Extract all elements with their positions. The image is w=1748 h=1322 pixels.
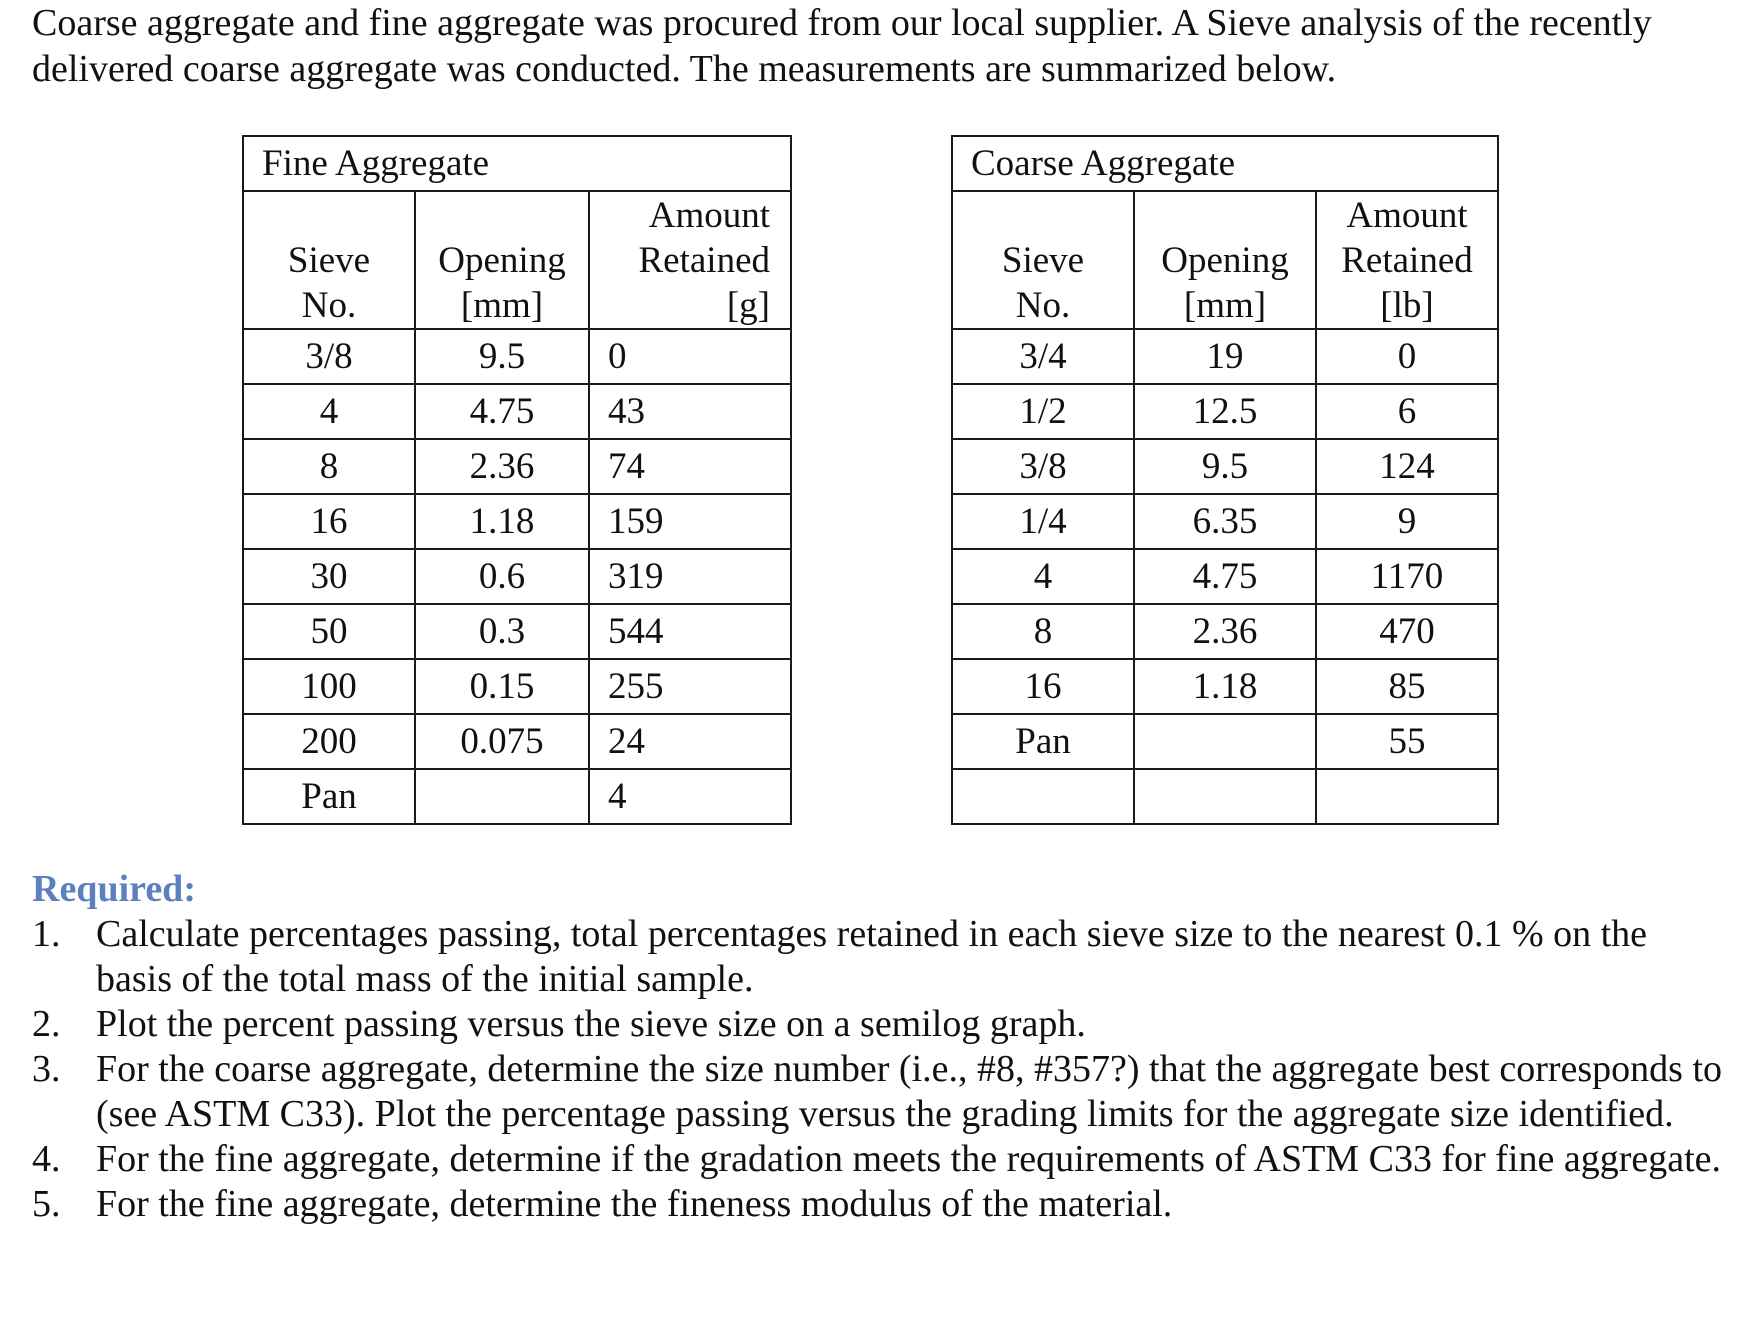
- list-item-number: 3.: [32, 1048, 61, 1090]
- fine-retained-cell: 544: [589, 604, 791, 659]
- table-row: [952, 384, 1498, 439]
- fine-opening-cell: 1.18: [415, 494, 589, 549]
- coarse-sieve-cell: 8: [952, 604, 1134, 659]
- coarse-sieve-cell: 3/4: [952, 329, 1134, 384]
- list-item: [32, 1182, 1722, 1227]
- fine-retained-cell: 0: [589, 329, 791, 384]
- coarse-sieve-cell: 1/4: [952, 494, 1134, 549]
- fine-aggregate-table: [242, 135, 792, 825]
- fine-sieve-cell: 100: [243, 659, 415, 714]
- fine-sieve-cell: 30: [243, 549, 415, 604]
- coarse-table-title: Coarse Aggregate: [952, 136, 1498, 191]
- table-row: [243, 494, 791, 549]
- required-list: [32, 912, 1722, 1227]
- table-row: [243, 769, 791, 824]
- fine-sieve-cell: 16: [243, 494, 415, 549]
- coarse-opening-cell: 4.75: [1134, 549, 1316, 604]
- fine-header-opening-line1: Opening: [438, 240, 566, 281]
- list-item-text: For the coarse aggregate, determine the size number (i.e., #8, #357?) that the aggregate best corresponds to (see ASTM C33). Plot the percentage passing versus the grading limits for the aggregate size identified.: [96, 1048, 1723, 1135]
- fine-table-title: Fine Aggregate: [243, 136, 791, 191]
- coarse-header-sieve: [952, 191, 1134, 329]
- table-row: [952, 714, 1498, 769]
- coarse-sieve-cell: 1/2: [952, 384, 1134, 439]
- fine-opening-cell: 9.5: [415, 329, 589, 384]
- coarse-sieve-cell: 4: [952, 549, 1134, 604]
- fine-opening-cell: 0.075: [415, 714, 589, 769]
- coarse-header-sieve-line2: No.: [1015, 285, 1071, 326]
- list-item-number: 5.: [32, 1183, 61, 1225]
- coarse-retained-cell: 55: [1316, 714, 1498, 769]
- table-row: [243, 439, 791, 494]
- coarse-opening-cell: [1134, 714, 1316, 769]
- coarse-header-retained-line3: [lb]: [1380, 285, 1434, 326]
- fine-opening-cell: [415, 769, 589, 824]
- fine-retained-cell: 43: [589, 384, 791, 439]
- coarse-retained-cell: 6: [1316, 384, 1498, 439]
- fine-sieve-cell: 3/8: [243, 329, 415, 384]
- coarse-retained-cell: 9: [1316, 494, 1498, 549]
- coarse-opening-cell: 9.5: [1134, 439, 1316, 494]
- list-item-number: 4.: [32, 1138, 61, 1180]
- fine-sieve-cell: 50: [243, 604, 415, 659]
- list-item-number: 1.: [32, 913, 61, 955]
- fine-opening-cell: 0.6: [415, 549, 589, 604]
- intro-paragraph: Coarse aggregate and fine aggregate was procured from our local supplier. A Sieve analysis of the recently delivered coarse aggregate was conducted. The measurements are summarized below.: [32, 2, 1652, 90]
- table-row: [243, 714, 791, 769]
- fine-retained-cell: 319: [589, 549, 791, 604]
- table-row: [952, 659, 1498, 714]
- list-item-text: Calculate percentages passing, total percentages retained in each sieve size to the nearest 0.1 % on the basis of the total mass of the initial sample.: [96, 913, 1648, 1000]
- table-row: [243, 659, 791, 714]
- coarse-sieve-cell: Pan: [952, 714, 1134, 769]
- coarse-retained-cell: 470: [1316, 604, 1498, 659]
- table-row: [952, 494, 1498, 549]
- coarse-retained-cell: 124: [1316, 439, 1498, 494]
- fine-header-sieve-line1: Sieve: [287, 240, 371, 281]
- coarse-opening-cell: [1134, 769, 1316, 824]
- table-row: [243, 329, 791, 384]
- fine-header-opening-line2: [mm]: [460, 285, 544, 326]
- fine-retained-cell: 255: [589, 659, 791, 714]
- coarse-sieve-cell: 3/8: [952, 439, 1134, 494]
- coarse-sieve-cell: [952, 769, 1134, 824]
- coarse-opening-cell: 6.35: [1134, 494, 1316, 549]
- fine-retained-cell: 24: [589, 714, 791, 769]
- required-heading: Required:: [32, 868, 196, 910]
- coarse-retained-cell: 0: [1316, 329, 1498, 384]
- list-item: [32, 912, 1722, 1002]
- coarse-header-retained-line1: Amount: [1346, 195, 1468, 236]
- table-row: [952, 329, 1498, 384]
- coarse-header-opening-line1: Opening: [1161, 240, 1289, 281]
- table-row: [243, 384, 791, 439]
- coarse-header-sieve-line1: Sieve: [1001, 240, 1085, 281]
- coarse-header-opening-line2: [mm]: [1183, 285, 1267, 326]
- coarse-header-opening: [1134, 191, 1316, 329]
- coarse-retained-cell: 1170: [1316, 549, 1498, 604]
- fine-opening-cell: 2.36: [415, 439, 589, 494]
- fine-opening-cell: 4.75: [415, 384, 589, 439]
- fine-header-sieve-line2: No.: [301, 285, 357, 326]
- fine-sieve-cell: 4: [243, 384, 415, 439]
- coarse-opening-cell: 12.5: [1134, 384, 1316, 439]
- list-item-text: Plot the percent passing versus the sieve size on a semilog graph.: [96, 1003, 1086, 1045]
- coarse-opening-cell: 19: [1134, 329, 1316, 384]
- fine-sieve-cell: Pan: [243, 769, 415, 824]
- fine-header-retained: [589, 191, 791, 329]
- list-item-text: For the fine aggregate, determine the fineness modulus of the material.: [96, 1183, 1173, 1225]
- fine-header-retained-line3: [g]: [726, 285, 770, 326]
- fine-sieve-cell: 200: [243, 714, 415, 769]
- fine-header-opening: [415, 191, 589, 329]
- list-item: [32, 1047, 1722, 1137]
- fine-header-sieve: [243, 191, 415, 329]
- coarse-sieve-cell: 16: [952, 659, 1134, 714]
- list-item: [32, 1137, 1722, 1182]
- list-item-text: For the fine aggregate, determine if the gradation meets the requirements of ASTM C33 for fine aggregate.: [96, 1138, 1722, 1180]
- coarse-header-retained: [1316, 191, 1498, 329]
- table-row: [243, 549, 791, 604]
- fine-opening-cell: 0.15: [415, 659, 589, 714]
- fine-retained-cell: 159: [589, 494, 791, 549]
- fine-opening-cell: 0.3: [415, 604, 589, 659]
- list-item: [32, 1002, 1722, 1047]
- table-row: [952, 604, 1498, 659]
- fine-sieve-cell: 8: [243, 439, 415, 494]
- table-row: [952, 549, 1498, 604]
- table-row: [952, 439, 1498, 494]
- list-item-number: 2.: [32, 1003, 61, 1045]
- coarse-retained-cell: 85: [1316, 659, 1498, 714]
- coarse-opening-cell: 2.36: [1134, 604, 1316, 659]
- coarse-retained-cell: [1316, 769, 1498, 824]
- coarse-header-retained-line2: Retained: [1341, 240, 1473, 281]
- table-row: [243, 604, 791, 659]
- fine-header-retained-line2: Retained: [638, 240, 770, 281]
- table-row: [952, 769, 1498, 824]
- fine-retained-cell: 74: [589, 439, 791, 494]
- fine-retained-cell: 4: [589, 769, 791, 824]
- fine-header-retained-line1: Amount: [648, 195, 770, 236]
- coarse-aggregate-table: [951, 135, 1499, 825]
- coarse-opening-cell: 1.18: [1134, 659, 1316, 714]
